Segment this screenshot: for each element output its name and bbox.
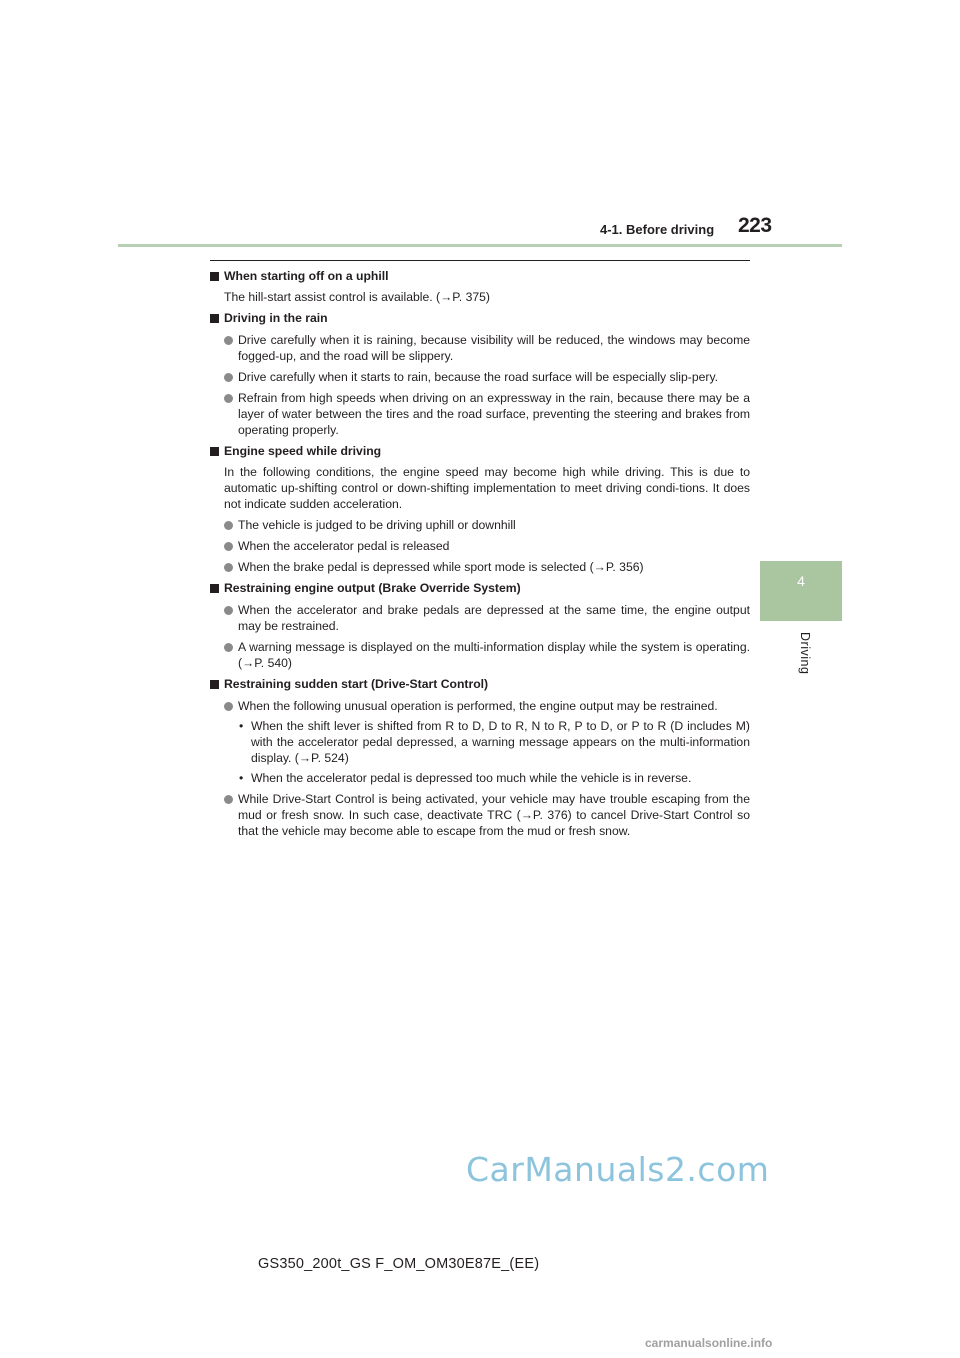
circle-bullet-icon <box>224 336 233 345</box>
circle-bullet-icon <box>224 643 233 652</box>
list-item: When the accelerator and brake pedals are depressed at the same time, the engine output may be restrained. <box>224 602 750 634</box>
section-heading: When starting off on a uphill <box>210 268 750 285</box>
circle-bullet-icon <box>224 606 233 615</box>
list-item: Refrain from high speeds when driving on an expressway in the rain, because there may be a layer of water between the tires and the road surface, preventing the steering and brakes from operating properly. <box>224 390 750 438</box>
section-heading: Driving in the rain <box>210 310 750 327</box>
page-number: 223 <box>738 214 772 237</box>
section-heading: Restraining engine output (Brake Override System) <box>210 580 750 597</box>
document-code: GS350_200t_GS F_OM_OM30E87E_(EE) <box>258 1256 540 1272</box>
circle-bullet-icon <box>224 521 233 530</box>
circle-bullet-icon <box>224 394 233 403</box>
square-bullet-icon <box>210 314 219 323</box>
circle-bullet-icon <box>224 563 233 572</box>
chapter-tab <box>760 561 842 621</box>
square-bullet-icon <box>210 584 219 593</box>
circle-bullet-icon <box>224 702 233 711</box>
section-paragraph: In the following conditions, the engine speed may become high while driving. This is due to automatic up-shifting control or down-shifting implementation to meet driving condi-tions. It does not indicate sudden acceleration. <box>224 465 750 511</box>
list-item: While Drive-Start Control is being activated, your vehicle may have trouble escaping from the mud or fresh snow. In such case, deactivate TRC (→P. 376) to cancel Drive-Start Control so that the vehicle may become able to escape from the mud or fresh snow. <box>224 791 750 839</box>
list-item: Drive carefully when it is raining, because visibility will be reduced, the windows may become fogged-up, and the road will be slippery. <box>224 332 750 364</box>
list-item: When the brake pedal is depressed while sport mode is selected (→P. 356) <box>224 559 750 575</box>
chapter-label: Driving <box>798 632 812 675</box>
square-bullet-icon <box>210 447 219 456</box>
chapter-number: 4 <box>797 573 805 589</box>
square-bullet-icon <box>210 272 219 281</box>
section-heading: Engine speed while driving <box>210 443 750 460</box>
circle-bullet-icon <box>224 373 233 382</box>
small-dot-icon: • <box>239 771 244 785</box>
list-item: When the accelerator pedal is released <box>224 538 750 554</box>
header-divider <box>118 244 842 247</box>
content-top-rule <box>210 260 750 261</box>
square-bullet-icon <box>210 680 219 689</box>
sub-list-item: • When the accelerator pedal is depressed too much while the vehicle is in reverse. <box>239 771 692 785</box>
circle-bullet-icon <box>224 542 233 551</box>
list-item: The vehicle is judged to be driving uphill or downhill <box>224 517 750 533</box>
small-dot-icon: • <box>239 719 244 733</box>
page-content <box>210 268 750 839</box>
circle-bullet-icon <box>224 795 233 804</box>
sub-list-item: • When the shift lever is shifted from R to D, D to R, N to R, P to D, or P to R (D includes M) with the accelerator pedal depressed, a warning message appears on the multi-information display. (→P. 524) <box>239 719 750 765</box>
list-item: When the following unusual operation is performed, the engine output may be restrained. <box>224 698 750 714</box>
list-item: A warning message is displayed on the multi-information display while the system is operating. (→P. 540) <box>224 639 750 671</box>
section-paragraph: The hill-start assist control is available. (→P. 375) <box>224 290 490 304</box>
watermark-url: carmanualsonline.info <box>645 1336 773 1350</box>
section-heading: Restraining sudden start (Drive-Start Control) <box>210 676 750 693</box>
watermark-logo: CarManuals2.com <box>466 1150 770 1189</box>
section-title: 4-1. Before driving <box>600 222 715 237</box>
list-item: Drive carefully when it starts to rain, because the road surface will be especially slip-pery. <box>224 369 750 385</box>
